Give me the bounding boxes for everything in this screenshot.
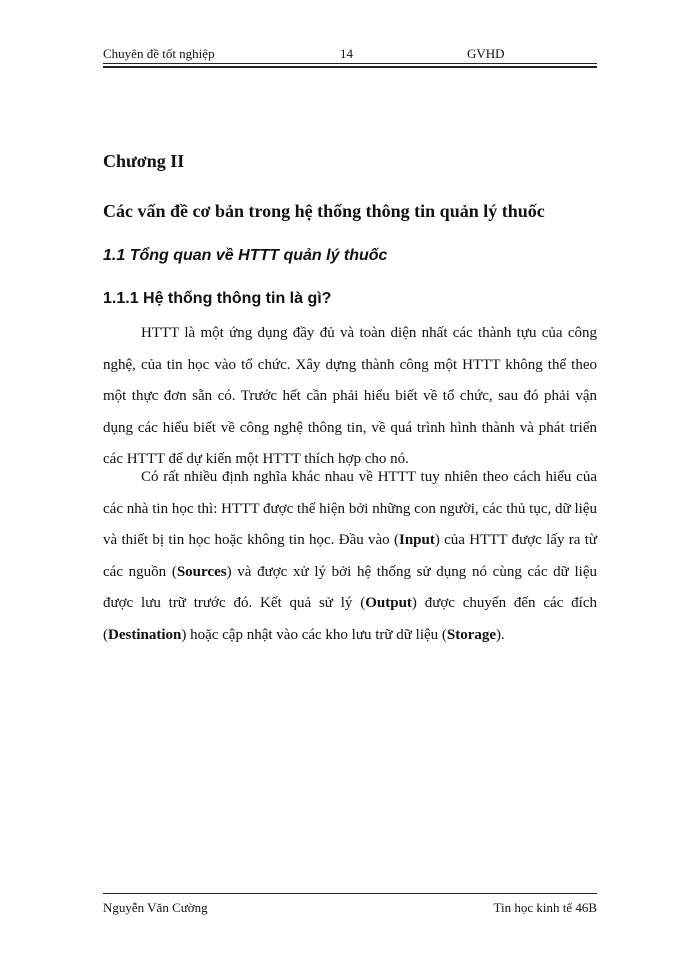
- paragraph-2-text: Có rất nhiều định nghĩa khác nhau về HTTT tuy nhiên theo cách hiểu của các nhà tin học thì: HTTT được thể hiện bởi những con người, các thủ tục, dữ liệu và thiết bị tin học hoặc không tin học. Đầu vào (: [103, 469, 597, 548]
- footer-author: Nguyễn Văn Cường: [103, 900, 208, 915]
- header-rule-thick: [103, 66, 597, 68]
- header-rule-thin: [103, 63, 597, 64]
- page-number: 14: [340, 46, 353, 61]
- chapter-number: Chương II: [103, 151, 185, 171]
- section-heading: 1.1 Tổng quan về HTTT quản lý thuốc: [103, 247, 388, 264]
- paragraph-2: [103, 462, 597, 651]
- header-right-text: GVHD: [467, 46, 505, 61]
- footer-class: Tin học kinh tế 46B: [493, 900, 597, 915]
- paragraph-2-text: ) của HTTT được lấy ra từ các nguồn (: [103, 532, 597, 580]
- term-storage: Storage: [446, 626, 497, 643]
- subsection-heading: 1.1.1 Hệ thống thông tin là gì?: [103, 290, 332, 307]
- term-input: Input: [398, 532, 435, 548]
- paragraph-2-text: ) và được xử lý bởi hệ thống sử dụng nó cùng các dữ liệu được lưu trữ trước đó. Kết quả sử lý (: [103, 563, 597, 611]
- term-output: Output: [365, 595, 412, 611]
- term-destination: Destination: [108, 626, 182, 643]
- paragraph-1: HTTT là một ứng dụng đầy đủ và toàn diện nhất các thành tựu của công nghệ, của tin học vào tổ chức. Xây dựng thành công một HTTT không thể theo một thực đơn sẵn có. Trước hết cần phải hiểu biết về tổ chức, sau đó phải vận dụng các hiểu biết về công nghệ thông tin, về quá trình hình thành và phát triển các HTTT để dự kiến một HTTT thích hợp cho nó.: [103, 325, 597, 467]
- term-sources: Sources: [176, 563, 227, 580]
- header-left-text: Chuyên đề tốt nghiệp: [103, 46, 215, 61]
- paragraph-2-text: ).: [496, 626, 505, 643]
- paragraph-2-text: ) được chuyển đến các đích (: [103, 595, 597, 643]
- chapter-title: Các vấn đề cơ bản trong hệ thống thông tin quản lý thuốc: [103, 201, 545, 221]
- footer-rule: [103, 893, 597, 894]
- paragraph-2-text: ) hoặc cập nhật vào các kho lưu trữ dữ liệu (: [181, 626, 447, 643]
